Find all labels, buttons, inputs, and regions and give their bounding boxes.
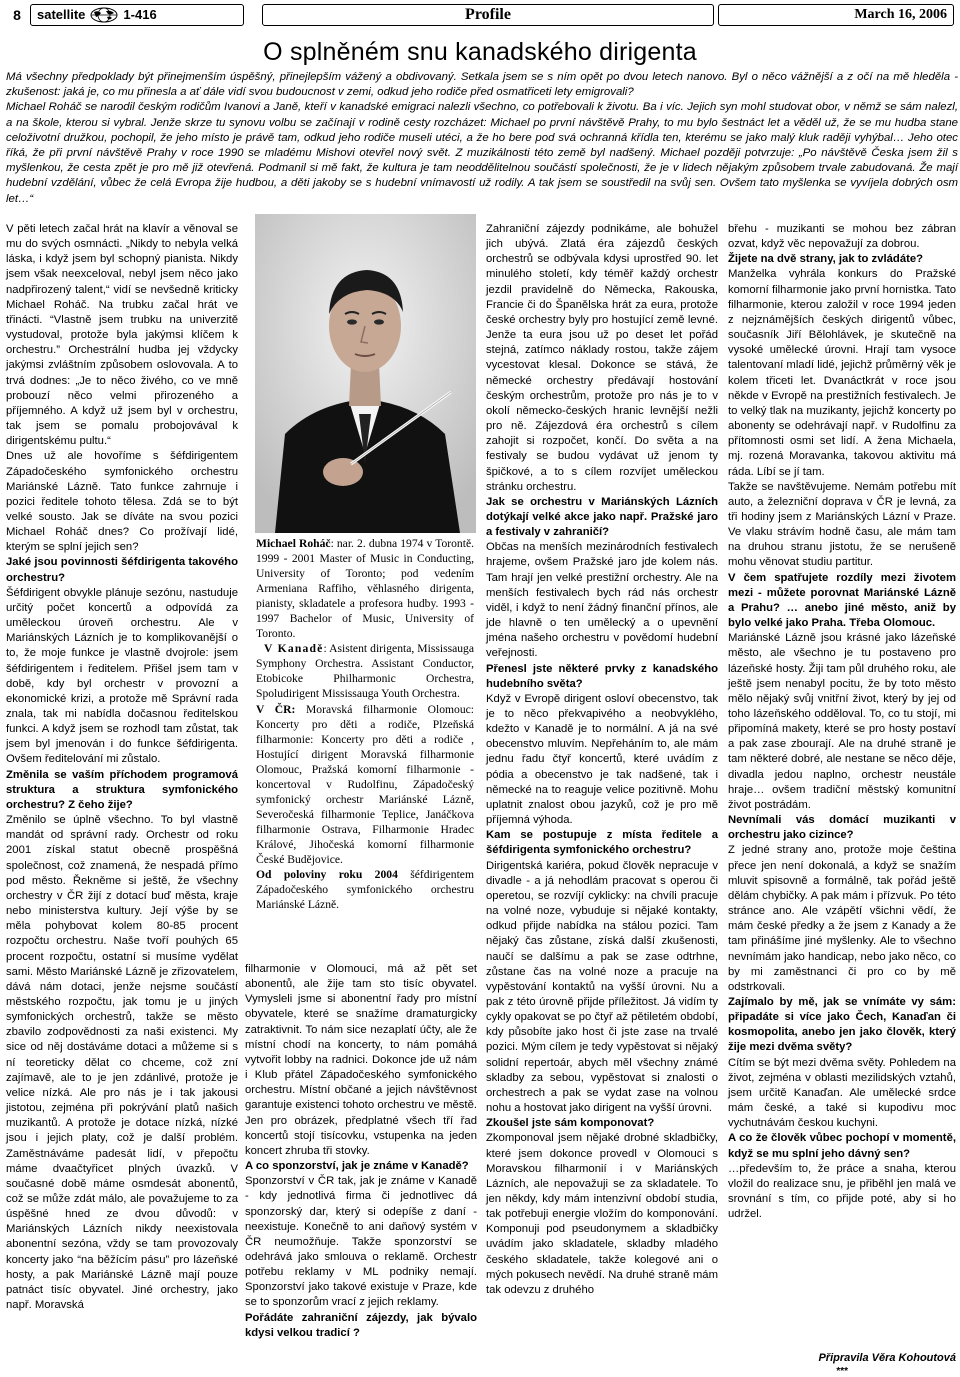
interview-question: Zajímalo by mě, jak se vnímáte vy sám: připadáte si více jako Čech, Kanaďan či kosmopolita, anebo jen jako člověk, který žije mezi dvěma světy? bbox=[728, 995, 956, 1054]
bio-canada bbox=[256, 641, 474, 701]
bio-intro-text: : nar. 2. dubna 1974 v Torontě. 1999 - 2001 Master of Music in Conducting, University of Toronto; pod vedením Armeniana Raffiho, věhlasného dirigenta, pianisty, skladatele a profesora hudby. 1993 - 1997 Bachelor of Music, University of Toronto. bbox=[256, 537, 474, 641]
body-paragraph: Zkomponoval jsem nějaké drobné skladbičky, které jsem dokonce provedl v Olomouci s Moravskou filharmonií i v Mariánských Lázních, ale nepovažuji se za skladatele. To jen někdy, kdy mám intenzivní období studia, tak potřebuji energie vložím do komponování. Komponuji pod pseudonymem a skladbičky uvádím jako skladatele, skladby mladého českého skladatele, takže kolegové ani o mých pokusech nevědí. Na druhé straně mám tak odevzu z druhého bbox=[486, 1132, 718, 1296]
interview-question: A co sponzorství, jak je známe v Kanadě? bbox=[245, 1160, 469, 1173]
interview-question: V čem spatřujete rozdíly mezi životem mezi - můžete porovnat Mariánské Lázně a Prahu? … anebo jiné město, aniž by bylo velké jako Praha. Třeba Olomouc. bbox=[728, 571, 956, 630]
bio-name: Michael Roháč bbox=[256, 537, 331, 550]
conductor-photo bbox=[255, 214, 476, 533]
masthead-name: satellite bbox=[37, 7, 86, 22]
section-title: Profile bbox=[262, 4, 714, 26]
body-paragraph: …především to, že práce a snaha, kterou vložil do realizace snu, je přiběhl jen malá ve srovnání s tím, co přijde poté, aby si ho udržel. bbox=[728, 1162, 956, 1221]
page-number: 8 bbox=[13, 7, 21, 23]
conductor-portrait-image bbox=[255, 214, 476, 533]
interview-question: Jak se orchestru v Mariánských Lázních dotýkají velké akce jako např. Pražské jaro a festivaly v zahraničí? bbox=[486, 495, 718, 539]
interview-question: A co že člověk vůbec pochopí v momentě, když se mu splní jeho dávný sen? bbox=[728, 1132, 956, 1160]
body-paragraph: Dirigentská kariéra, pokud člověk nepracuje v divadle - a já nehodlám pracovat s operou či operetou, se rozvíjí cyklicky: na chvíli pracuje na volné noze, vybuduje si nějaké kontakty, odkud přijde nabídka na stálou pozici. Tam nějaký čas zůstane, získá další zkušenosti, naučí se dalšímu a pak se zase odtrhne, zůstane čas na volné noze a pracuje na vypěstování kontaktů na vyšší úrovni. Nu a pak z této úrovně přijde příležitost. Já vidím ty cykly opakovat se po čtyř až pětiletém období, kdy působíte jako host či jste zase na trvalé pozici. Mým cílem je tedy vypěstovat si nějaký solidní repertoár, abych měl všechny známé skladby za sebou, vypěstovat si znalosti o orchestrech a pak se vydat zase na volnou nohu a hostovat jako dirigent na vyšší úrovni. bbox=[486, 859, 718, 1115]
page-header bbox=[6, 4, 954, 26]
body-paragraph: Zahraniční zájezdy podnikáme, ale bohužel jich ubývá. Zlatá éra zájezdů českých orchestrů se odbývala kdysi uprostřed 90. let minulého století, kdy téměř každý orchestr jezdil pravidelně do Německa, Rakouska, Francie či do Španělska hrát za eura, protože české orchestry byly pro hostující země levné. Jenže ta eura jsou už po deset let pořád stejná, zatímco náklady rostou, takže zájem vycestovat klesal. Dokonce se stává, že německé orchestry předávají hostování českým orchestrům, protože pro nás je to v okolí německo-českých hranic levnější nežli pro ně. Zájezdová éra orchestrů s cílem zahojit si rozpočet, končí. Do světa a na festivaly se budou vydávat už jenom ty špičkové, a to s cílem rozvíjet uměleckou stránku orchestru. bbox=[486, 223, 718, 493]
body-paragraph: filharmonie v Olomouci, má až pět set abonentů, ale žije tam sto tisíc obyvatel. Vymysleli jsme si abonentní řady pro místní obyvatele, které se snažíme dramaturgicky zatraktivnit. To nám sice nezaplatí účty, ale že místní chodí na koncerty, to nám pomáhá vytvořit lobby na radnici. Dokonce jde už nám i Klub přátel Západočeského symfonického orchestru. Místní občané a jejich návštěvnost garantuje existenci tohoto orchestru ve městě. Jen pro obrázek, předplatné všech tří řad koncertů stojí tisícovku, vstupenka na jeden koncert zhruba tři stovky. bbox=[245, 963, 477, 1157]
interview-question: Změnila se vaším příchodem programová struktura a struktura symfonického orchestru? Z čeho žije? bbox=[6, 768, 238, 811]
author-credit: Připravila Věra Kohoutová bbox=[818, 1352, 956, 1364]
interview-question: Jaké jsou povinnosti šéfdirigenta takového orchestru? bbox=[6, 556, 238, 584]
bio-cr bbox=[256, 702, 474, 868]
body-paragraph: Dnes už ale hovoříme s šéfdirigentem Západočeského symfonického orchestru Mariánské Lázně. Tato funkce zahrnuje i pozici ředitele tohoto tělesa. Zdá se to být velké sousto. Jak se díváte na svou pozici Michael Roháč dnes? Co prožívají lidé, kterým se splní jejich sen? bbox=[6, 450, 238, 554]
article-title: O splněném snu kanadského dirigenta bbox=[263, 38, 697, 66]
globe-logo-icon bbox=[89, 7, 119, 23]
bio-intro bbox=[256, 536, 474, 641]
interview-question: Nevnímali vás domácí muzikanti v orchestru jako cizince? bbox=[728, 814, 956, 842]
column-1 bbox=[6, 222, 238, 1313]
article-lead bbox=[6, 70, 958, 207]
column-3 bbox=[486, 222, 718, 1298]
body-paragraph: Mariánské Lázně jsou krásné jako lázeňské město, ale všechno je tu postaveno pro lázeňské hosty. Žiji tam půl druhého roku, ale ještě jsem nenabyl pocitu, že by toto město mělo nějaký svůj vnitřní život, který by jej od toho lázeňského odděloval. To, co tu stojí, mi připomíná makety, které se pro hosty postaví a pak zase zbourají. Ale na druhé straně je tam některé dobré, ale nestane se něco děje, divadla jedou naplno, orchestr neustále hraje… ovšem tradiční městský komunitní život postrádám. bbox=[728, 632, 956, 811]
bio-canada-label: V Kanadě bbox=[264, 642, 324, 656]
body-paragraph: Občas na menších mezinárodních festivalech hrajeme, ovšem Pražské jaro jde kolem nás. Tam hrají jen velké prestižní orchestry. Ale na menších festivalech bych rád nás orchestr viděl, i když to není žádný finanční přínos, ale jde hlavně o ten umělecký a o upevnění jména našeho orchestru v povědomí hudební veřejnosti. bbox=[486, 541, 718, 660]
body-paragraph: Když v Evropě dirigent osloví obecenstvo, tak je to něco překvapivého a neobvyklého, kdežto v Kanadě je to normální. A já na své obecenstvo mluvím. Nepřeháním to, ale mám jednu řadu čtyř koncertů, které uvádím z pódia a obecenstvo je tak nadšené, tak i německé na to reaguje velice pozitivně. Mohu uplatnit znalost obou jazyků, což je pro mě příjemná výhoda. bbox=[486, 692, 718, 827]
biography-box bbox=[256, 536, 474, 912]
bio-since bbox=[256, 867, 474, 912]
body-paragraph: V pěti letech začal hrát na klavír a věnoval se mu do svých osmnácti. „Nikdy to nebyla velká láska, i když jsem byl schopný pianista. Nikdy jsem však neexceloval, nebyl jsem něco jako nadpřirozený talent,“ vidí se nevšedně kriticky Michael Roháč. Na trubku začal hrát ve třinácti. “Vlastně jsem trubku na univerzitě vystudoval, protože byla jakýmsi klíčem k orchestru.” Orchestrální hudba jej vždycky jakýmsi zvláštním způsobem oslovovala. A to trvá dodnes: „Je to něco živého, co ve mně probouzí něco velmi přirozeného a příjemného. A když už jsem byl v orchestru, tak jsem se pomalu probojovával k dirigentskému pultu.“ bbox=[6, 223, 238, 448]
body-paragraph: Sponzorství v ČR tak, jak je známe v Kanadě - kdy jednotlivá firma či jednotlivec dá sponzorský dar, který si odepíše z daní - neexistuje. Konečně to ani daňový systém v ČR neumožňuje. Takže sponzorství se odehrává jako smlouva o reklamě. Orchestr potřebu reklamy v ML podniky nemají. Sponzorství jako takové existuje v Praze, kde se to sponzorům vrací z jejich reklamy. bbox=[245, 1175, 477, 1309]
column-4 bbox=[728, 222, 956, 1222]
issue-date: March 16, 2006 bbox=[718, 4, 954, 26]
body-paragraph: Změnilo se úplně všechno. To byl vlastně mandát od správní rady. Orchestr od roku 2001 získal statut obecně prospěšná společnost, což znamená, že nespadá přímo pod město. Řekněme si ještě, že všechny orchestry v ČR žijí z dotací buď města, kraje nebo ministerstva kultury. Její výše by se měla pohybovat kolem 80-85 procent rozpočtu orchestru. Naše tvoří pouhých 65 procent rozpočtu, ostatní si musíme vydělat sami. Město Mariánské Lázně je zřizovatelem, dává nám dotaci, jenže nejsme součástí městského rozpočtu, jak tomu je u jiných symfonických orchestrů, takže se město zbavilo zodpovědnosti za naši existenci. My sice od něj dostáváme dotaci a můžeme si s ní teoreticky dělat co chceme, což zní zajímavě, ale to je jen zdánlivé, protože je velice nízká. Ale pro nás je i tak jakousi jistotou, zejména při pokrývání platů našich muzikantů. A protože je dotace nízká, nízké jsou i jejich platy, což je další problém. Zaměstnáváme padesát lidí, v přepočtu máme dvaačtyřicet plných úvazků. V současné době máme osmdesát abonentů, což se může zdát málo, ale považujeme to za úspěšné hned ze dvou důvodů: v Mariánských Lázních nikdy neexistovala abonentní sezóna, vždy se tam provozovaly koncerty jako “na běžícím pásu” pro lázeňské hosty, a pak Mariánské Lázně mají pouze patnáct tisíc obyvatel. Jiné orchestry, jako např. Moravská bbox=[6, 814, 238, 1312]
bio-canada-text: : Asistent dirigenta, Mississauga Symphony Orchestra. Assistant Conductor, Etobicoke Philharmonic Orchestra, Spoludirigent Mississauga Youth Orchestra. bbox=[256, 642, 474, 701]
lead-paragraph: Michael Roháč se narodil českým rodičům Ivanovi a Janě, kteří v kanadské emigraci nalezli všechno, co potřebovali k životu. Ba i víc. Jejich syn mohl studovat obor, v němž se sám nalezl, a na škole, kterou si vybral. Jenže skrze tu synovu volbu se začínají v rodině cesty rozcházet: Michael po první návštěvě Prahy, to mu bylo šestnáct let a věděl už, že se mu hudba stane celoživotní družkou, pochopil, že jeho místo je právě tam, odkud jeho rodiče museli utéci, a že ho bere pod svá ochranná křídla ten, kterému se jako malý kluk raději vyhýbal… Jeho otec říká, že při první návštěvě Prahy v roce 1990 se mladému Mishovi otevřel nový svět. Z muzikálnosti této země byl nadšený. Michael později potvrzuje: „Po návštěvě Česka jsem žil s myšlenkou, že cesta zpět je pro mě již otevřená. Podmanil si mě fakt, že kultura je tam neoddělitelnou součástí společnosti, že je v lidech nějakým způsobem trvale zabudovaná. Že mají hudební vzdělání, vůbec že celá Evropa žije hudbou, a děti jakoby se s hudební vnímavostí už rodily. A tak jsem se soustředil na svůj sen. Ovšem tato myšlenka se vyvíjela dobrých osm let…“ bbox=[6, 101, 958, 205]
column-2-lower bbox=[245, 962, 477, 1341]
body-paragraph: Manželka vyhrála konkurs do Pražské komorní filharmonie jako první hornistka. Tato filharmonie, kterou založil v roce 1994 jeden z nejznámějších českých dirigentů vůbec, současník Jiří Bělohlávek, je skutečně na vysoké umělecké úrovni. Hrají tam vysoce talentovaní mladí lidé, jejichž průměrný věk je kolem třiceti let. Dvanáctkrát v roce jsou někde v Evropě na prestižních festivalech. Je to velký tlak na muzikanty, jejichž koncerty po abonenty se odehrávají např. v Rudolfinu za přítomnosti osmi set lidí. A žena Michaela, mj. rozená Moravanka, takovou aktivitu má ráda. Líbí se jí tam. bbox=[728, 268, 956, 478]
body-paragraph: Cítím se být mezi dvěma světy. Pohledem na život, zejména v oblasti mezilidských vztahů, jsem určitě Kanaďan. Ale umělecké srdce mám české, a také si kupodivu moc vychutnávám českou kuchyni. bbox=[728, 1056, 956, 1130]
bio-since-text: šéfdirigentem Západočeského symfonického orchestru Mariánské Lázně. bbox=[256, 868, 474, 912]
interview-question: Zkoušel jste sám komponovat? bbox=[486, 1117, 655, 1130]
bio-cr-text: Moravská filharmonie Olomouc: Koncerty pro děti a rodiče, Plzeňská filharmonie: Koncerty pro děti a rodiče , Hostující dirigent Moravská filharmonie Olomouc, Pražská komorní filharmonie - koncertoval v Rudolfinu, Západočeský symfonický orchestr Mariánské Lázně, Severočeská filharmonie Teplice, Janáčkova filharmonie Ostrava, Filharmonie Hradec Králové, Jihočeská komorní filharmonie České Budějovice. bbox=[256, 702, 474, 866]
bio-cr-label: V ČR: bbox=[256, 702, 296, 716]
end-mark: *** bbox=[836, 1366, 848, 1377]
bio-since-label: Od poloviny roku 2004 bbox=[256, 868, 398, 882]
interview-question: Žijete na dvě strany, jak to zvládáte? bbox=[728, 253, 924, 266]
lead-paragraph: Má všechny předpoklady být přinejmenším úspěšný, přinejlepším vážený a obdivovaný. Setkala jsem se s ním opět po dvou letech nanovo. Byl o něco vážnější a z očí na mě hleděla - zkušenost: jaká je, co mu přinesla a ať dále vidí svou budoucnost v zemi, odkud jeho rodiče před osmatřiceti lety emigrovali? bbox=[6, 71, 958, 99]
body-paragraph: Šéfdirigent obvykle plánuje sezónu, nastuduje určitý počet koncertů a odpovídá za uměleckou úroveň orchestru. Ale v Mariánských Lázních je to komplikovanější o to, že moje funkce je vlastně dvojrole: jsem šéfdirigentem i ředitelem. Přišel jsem tam v době, kdy byl orchestr v provozní a ekonomické krizi, a protože mě Správní rada znala, tak mi nabídla dočasnou ředitelskou funkci. A když jsem se rozhodl tam zůstat, tak jsem byl jmenován i do funkce šéfdirigenta. Ovšem ředitelování mi zůstalo. bbox=[6, 586, 238, 766]
interview-question: Pořádáte zahraniční zájezdy, jak bývalo kdysi velkou tradicí ? bbox=[245, 1311, 477, 1339]
issue-number: 1-416 bbox=[123, 7, 157, 22]
interview-question: Kam se postupuje z místa ředitele a šéfdirigenta symfonického orchestru? bbox=[486, 829, 718, 857]
body-paragraph: břehu - muzikanti se mohou bez zábran ozvat, když věc nepovažují za dobrou. bbox=[728, 223, 956, 251]
interview-question: Přenesl jste některé prvky z kanadského hudebního světa? bbox=[486, 662, 718, 690]
masthead bbox=[30, 4, 244, 26]
body-paragraph: Takže se navštěvujeme. Nemám potřebu mít auto, a železniční doprava v ČR je levná, za tři hodiny jsem z Mariánských Lázní v Praze. Ve vlaku strávím hodně času, ale mám tam na druhou stranu jistotu, že se nerušeně mohu věnovat studiu partitur. bbox=[728, 480, 956, 569]
body-paragraph: Z jedné strany ano, protože moje čeština přece jen není dokonalá, a když se snažím mluvit spisovně a formálně, tak pořád ještě dělám chybičky. A pak mám i přízvuk. Po této stránce ano. Ale vzápětí všichni vědí, že mám české předky a že jsem z Kanady a že tam přinášíme jiné myšlenky. Ale to všechno nevnímám jako handicap, nebo jako něco, co by mi zaměstnanci či pro co by mě odstrkovali. bbox=[728, 844, 956, 993]
